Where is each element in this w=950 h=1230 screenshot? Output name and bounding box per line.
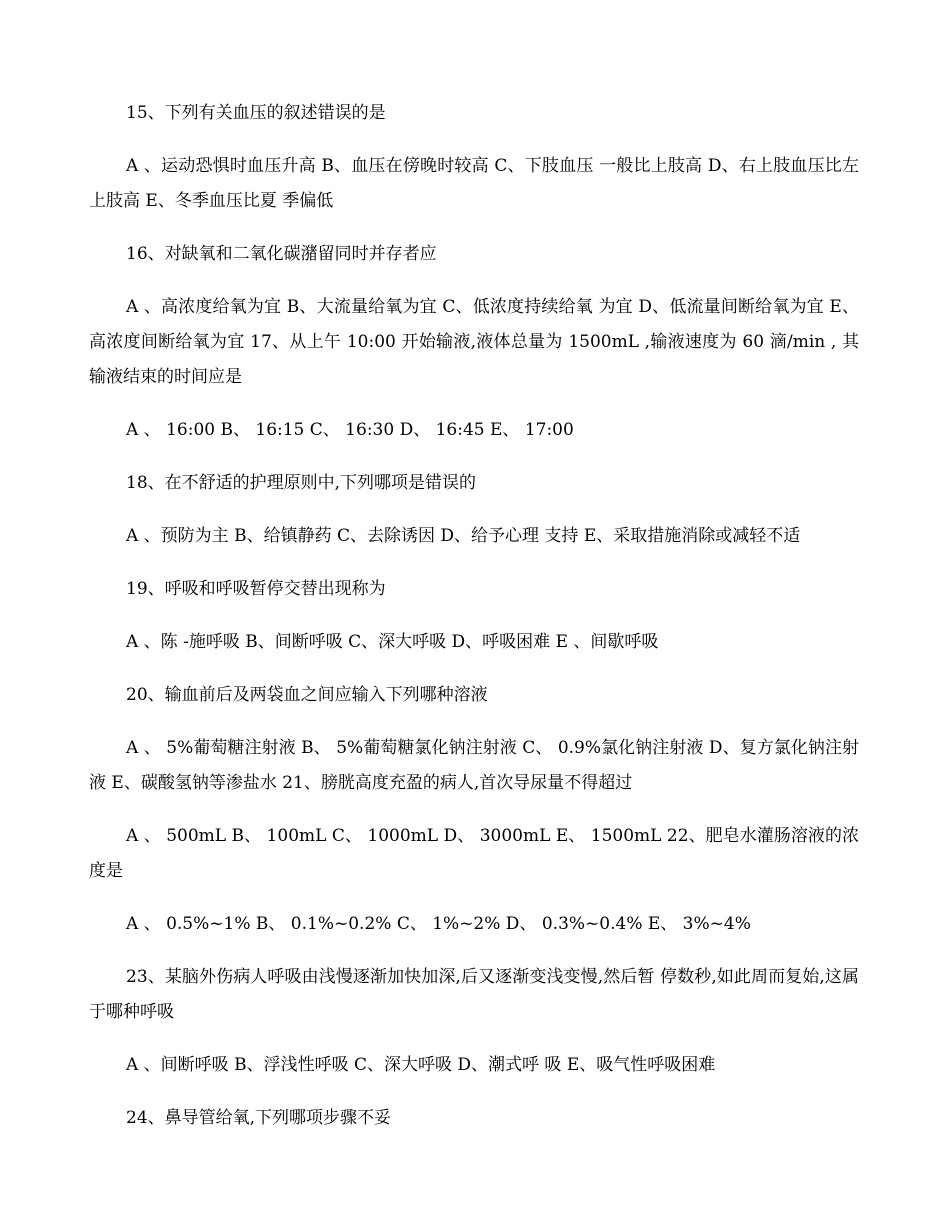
question-22-options: A 、 0.5%~1% B、 0.1%~0.2% C、 1%~2% D、 0.3%~0.4% E、 3%~4% <box>126 914 751 934</box>
question-15-stem: 15、下列有关血压的叙述错误的是 <box>126 103 386 123</box>
question-16-stem: 16、对缺氧和二氧化碳潴留同时并存者应 <box>126 244 437 264</box>
question-20-stem: 20、输血前后及两袋血之间应输入下列哪种溶液 <box>126 685 488 705</box>
question-20-options-and-21-stem: A 、 5%葡萄糖注射液 B、 5%葡萄糖氯化钠注射液 C、 0.9%氯化钠注射液 D、复方氯化钠注射液 E、碳酸氢钠等渗盐水 21、膀胱高度充盈的病人,首次导尿量不得超过 <box>89 738 859 793</box>
question-15-options: A 、运动恐惧时血压升高 B、血压在傍晚时较高 C、下肢血压 一般比上肢高 D、右上肢血压比左上肢高 E、冬季血压比夏 季偏低 <box>89 156 859 211</box>
question-23-stem: 23、某脑外伤病人呼吸由浅慢逐渐加快加深,后又逐渐变浅变慢,然后暂 停数秒,如此周而复始,这属于哪种呼吸 <box>89 967 859 1022</box>
question-19-options: A 、陈 -施呼吸 B、间断呼吸 C、深大呼吸 D、呼吸困难 E 、间歇呼吸 <box>126 632 659 652</box>
question-18-options: A 、预防为主 B、给镇静药 C、去除诱因 D、给予心理 支持 E、采取措施消除或减轻不适 <box>126 526 801 546</box>
question-23-options: A 、间断呼吸 B、浮浅性呼吸 C、深大呼吸 D、潮式呼 吸 E、吸气性呼吸困难 <box>126 1055 716 1075</box>
question-21-options-and-22-stem: A 、 500mL B、 100mL C、 1000mL D、 3000mL E、 1500mL 22、肥皂水灌肠溶液的浓度是 <box>89 826 859 881</box>
question-17-options: A 、 16:00 B、 16:15 C、 16:30 D、 16:45 E、 17:00 <box>126 420 574 440</box>
document-body <box>89 96 859 1154</box>
question-19-stem: 19、呼吸和呼吸暂停交替出现称为 <box>126 579 386 599</box>
question-18-stem: 18、在不舒适的护理原则中,下列哪项是错误的 <box>126 473 477 493</box>
question-24-stem: 24、鼻导管给氧,下列哪项步骤不妥 <box>126 1108 392 1128</box>
question-16-options-and-17-stem: A 、高浓度给氧为宜 B、大流量给氧为宜 C、低浓度持续给氧 为宜 D、低流量间断给氧为宜 E、高浓度间断给氧为宜 17、从上午 10:00 开始输液,液体总量为 1500mL ,输液速度为 60 滴/min , 其输液结束的时间应是 <box>89 297 859 387</box>
